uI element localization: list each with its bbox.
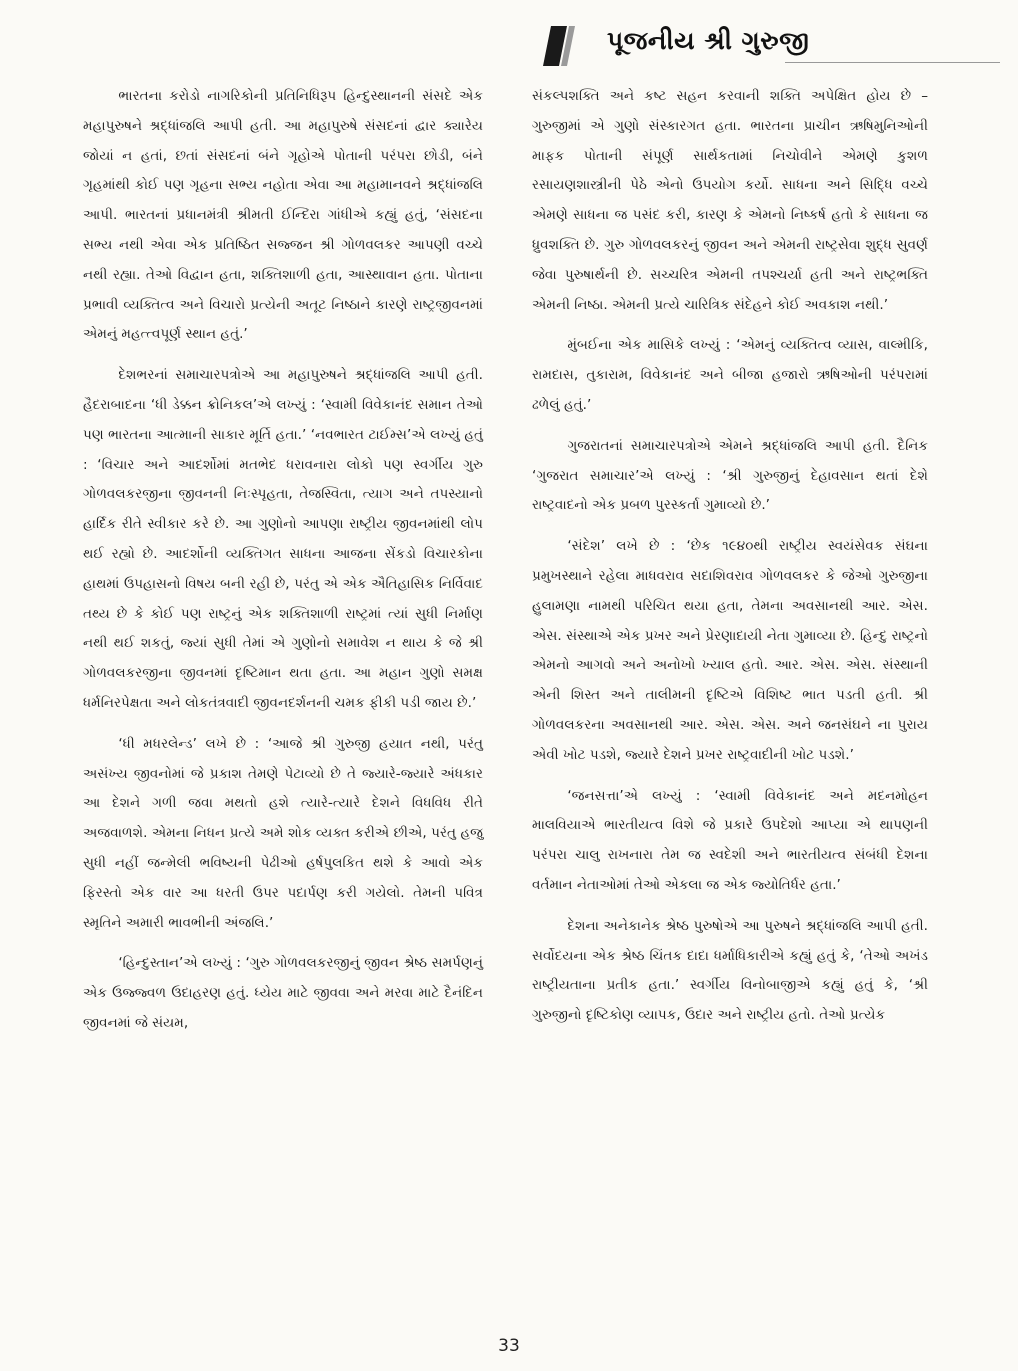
- paragraph: ‘હિન્દુસ્તાન’એ લખ્યું : ‘ગુરુ ગોળવલકરજીનું જીવન શ્રેષ્ઠ સમર્પણનું એક ઉજ્જ્વળ ઉદાહરણ હતું. ધ્યેય માટે જીવવા અને મરવા માટે દૈનંદિન જીવનમાં જે સંયમ,: [83, 955, 483, 1031]
- left-column: [83, 82, 483, 1050]
- header-divider: [785, 62, 1000, 63]
- page-number: 33: [498, 1336, 520, 1356]
- paragraph: સંકલ્પશક્તિ અને કષ્ટ સહન કરવાની શક્તિ અપેક્ષિત હોય છે – ગુરુજીમાં એ ગુણો સંસ્કારગત હતા. ભારતના પ્રાચીન ઋષિમુનિઓની માફક પોતાની સંપૂર્ણ સાર્થકતામાં નિચોવીને એમણે કુશળ રસાયણશાસ્ત્રીની પેઠે એનો ઉપયોગ કર્યો. સાધના અને સિદ્ધિ વચ્ચે એમણે સાધના જ પસંદ કરી, કારણ કે એમનો નિષ્કર્ષ હતો કે સાધના જ ધ્રુવશક્તિ છે. ગુરુ ગોળવલકરનું જીવન અને એમની રાષ્ટ્રસેવા શુદ્ધ સુવર્ણ જેવા પુરુષાર્થની છે. સચ્ચરિત્ર એમની તપશ્ચર્યા હતી અને રાષ્ટ્રભક્તિ એમની નિષ્ઠા. એમની પ્રત્યે ચારિત્રિક સંદેહને કોઈ અવકાશ નથી.’: [532, 88, 928, 313]
- paragraph: ભારતના કરોડો નાગરિકોની પ્રતિનિધિરૂપ હિન્દુસ્થાનની સંસદે એક મહાપુરુષને શ્રદ્ધાંજલિ આપી હતી. આ મહાપુરુષે સંસદનાં દ્વાર ક્યારેય જોયાં ન હતાં, છતાં સંસદનાં બંને ગૃહોએ પોતાની પરંપરા છોડી, બંને ગૃહમાંથી કોઈ પણ ગૃહના સભ્ય નહોતા એવા આ મહામાનવને શ્રદ્ધાંજલિ આપી. ભારતનાં પ્રધાનમંત્રી શ્રીમતી ઈન્દિરા ગાંધીએ કહ્યું હતું, ‘સંસદના સભ્ય નથી એવા એક પ્રતિષ્ઠિત સજ્જન શ્રી ગોળવલકર આપણી વચ્ચે નથી રહ્યા. તેઓ વિદ્વાન હતા, શક્તિશાળી હતા, આસ્થાવાન હતા. પોતાના પ્રભાવી વ્યક્તિત્વ અને વિચારો પ્રત્યેની અતૂટ નિષ્ઠાને કારણે રાષ્ટ્રજીવનમાં એમનું મહત્ત્વપૂર્ણ સ્થાન હતું.’: [83, 88, 483, 343]
- section-header: [535, 22, 1005, 70]
- paragraph: ગુજરાતનાં સમાચારપત્રોએ એમને શ્રદ્ધાંજલિ આપી હતી. દૈનિક ‘ગુજરાત સમાચાર’એ લખ્યું : ‘શ્રી ગુરુજીનું દેહાવસાન થતાં દેશે રાષ્ટ્રવાદનો એક પ્રબળ પુરસ્કર્તા ગુમાવ્યો છે.’: [532, 437, 928, 514]
- paragraph: મુંબઈના એક માસિકે લખ્યું : ‘એમનું વ્યક્તિત્વ વ્યાસ, વાલ્મીકિ, રામદાસ, તુકારામ, વિવેકાનંદ અને બીજા હજારો ઋષિઓની પરંપરામાં ઢળેલું હતું.’: [532, 337, 928, 413]
- paragraph: દેશના અનેકાનેક શ્રેષ્ઠ પુરુષોએ આ પુરુષને શ્રદ્ધાંજલિ આપી હતી. સર્વોદયના એક શ્રેષ્ઠ ચિંતક દાદા ધર્માધિકારીએ કહ્યું હતું કે, ‘તેઓ અખંડ રાષ્ટ્રીયતાના પ્રતીક હતા.’ સ્વર્ગીય વિનોબાજીએ કહ્યું હતું કે, ‘શ્રી ગુરુજીનો દૃષ્ટિકોણ વ્યાપક, ઉદાર અને રાષ્ટ્રીય હતો. તેઓ પ્રત્યેક: [532, 917, 928, 1024]
- paragraph: ‘જનસત્તા’એ લખ્યું : ‘સ્વામી વિવેકાનંદ અને મદનમોહન માલવિયાએ ભારતીયત્વ વિશે જે પ્રકારે ઉપદેશો આપ્યા એ થાપણની પરંપરા ચાલુ રાખનારા તેમ જ સ્વદેશી અને ભારતીયત્વ સંબંધી દેશના વર્તમાન નેતાઓમાં તેઓ એકલા જ એક જ્યોતિર્ધર હતા.’: [532, 787, 928, 893]
- paragraph: ‘સંદેશ’ લખે છે : ‘છેક ૧૯૪૦થી રાષ્ટ્રીય સ્વયંસેવક સંઘના પ્રમુખસ્થાને રહેલા માધવરાવ સદાશિવરાવ ગોળવલકર કે જેઓ ગુરુજીના હુલામણા નામથી પરિચિત થયા હતા, તેમના અવસાનથી આર. એસ. એસ. સંસ્થાએ એક પ્રખર અને પ્રેરણાદાયી નેતા ગુમાવ્યા છે. હિન્દુ રાષ્ટ્રનો એમનો આગવો અને અનોખો ખ્યાલ હતો. આર. એસ. એસ. સંસ્થાની એની શિસ્ત અને તાલીમની દૃષ્ટિએ વિશિષ્ટ ભાત પડતી હતી. શ્રી ગોળવલકરના અવસાનથી આર. એસ. એસ. અને જનસંઘને ના પુરાય એવી ખોટ પડશે, જ્યારે દેશને પ્રખર રાષ્ટ્રવાદીની ખોટ પડશે.’: [532, 538, 928, 763]
- section-title: પૂજનીય શ્રી ગુરુજી: [607, 26, 810, 55]
- right-column: [532, 82, 928, 1042]
- paragraph: ‘ધી મધરલેન્ડ’ લખે છે : ‘આજે શ્રી ગુરુજી હયાત નથી, પરંતુ અસંખ્ય જીવનોમાં જે પ્રકાશ તેમણે પેટાવ્યો છે તે જ્યારે-જ્યારે અંધકાર આ દેશને ગળી જવા મથતો હશે ત્યારે-ત્યારે દેશને વિધવિધ રીતે અજવાળશે. એમના નિધન પ્રત્યે અમે શોક વ્યક્ત કરીએ છીએ, પરંતુ હજુ સુધી નહીં જન્મેલી ભવિષ્યની પેઢીઓ હર્ષપુલકિત થશે કે આવો એક ફિરસ્તો એક વાર આ ધરતી ઉપર પદાર્પણ કરી ગયેલો. તેમની પવિત્ર સ્મૃતિને અમારી ભાવભીની અંજલિ.’: [83, 735, 483, 931]
- header-bars-icon: [539, 24, 599, 68]
- paragraph: દેશભરનાં સમાચારપત્રોએ આ મહાપુરુષને શ્રદ્ધાંજલિ આપી હતી. હૈદરાબાદના ‘ધી ડેક્કન ક્રોનિકલ’એ લખ્યું : ‘સ્વામી વિવેકાનંદ સમાન તેઓ પણ ભારતના આત્માની સાકાર મૂર્તિ હતા.’ ‘નવભારત ટાઈમ્સ’એ લખ્યું હતું : ‘વિચાર અને આદર્શોમાં મતભેદ ધરાવનારા લોકો પણ સ્વર્ગીય ગુરુ ગોળવલકરજીના જીવનની નિઃસ્પૃહતા, તેજસ્વિતા, ત્યાગ અને તપસ્યાનો હાર્દિક રીતે સ્વીકાર કરે છે. આ ગુણોનો આપણા રાષ્ટ્રીય જીવનમાંથી લોપ થઈ રહ્યો છે. આદર્શોની વ્યક્તિગત સાધના આજના સેંકડો વિચારકોના હાથમાં ઉપહાસનો વિષય બની રહી છે, પરંતુ એ એક ઐતિહાસિક નિર્વિવાદ તથ્ય છે કે કોઈ પણ રાષ્ટ્રનું એક શક્તિશાળી રાષ્ટ્રમાં ત્યાં સુધી નિર્માણ નથી થઈ શકતું, જ્યાં સુધી તેમાં એ ગુણોનો સમાવેશ ન થાય કે જે શ્રી ગોળવલકરજીના જીવનમાં દૃષ્ટિમાન થતા હતા. આ મહાન ગુણો સમક્ષ ધર્મનિરપેક્ષતા અને લોકતંત્રવાદી જીવનદર્શનની ચમક ફીકી પડી જાય છે.’: [83, 367, 483, 711]
